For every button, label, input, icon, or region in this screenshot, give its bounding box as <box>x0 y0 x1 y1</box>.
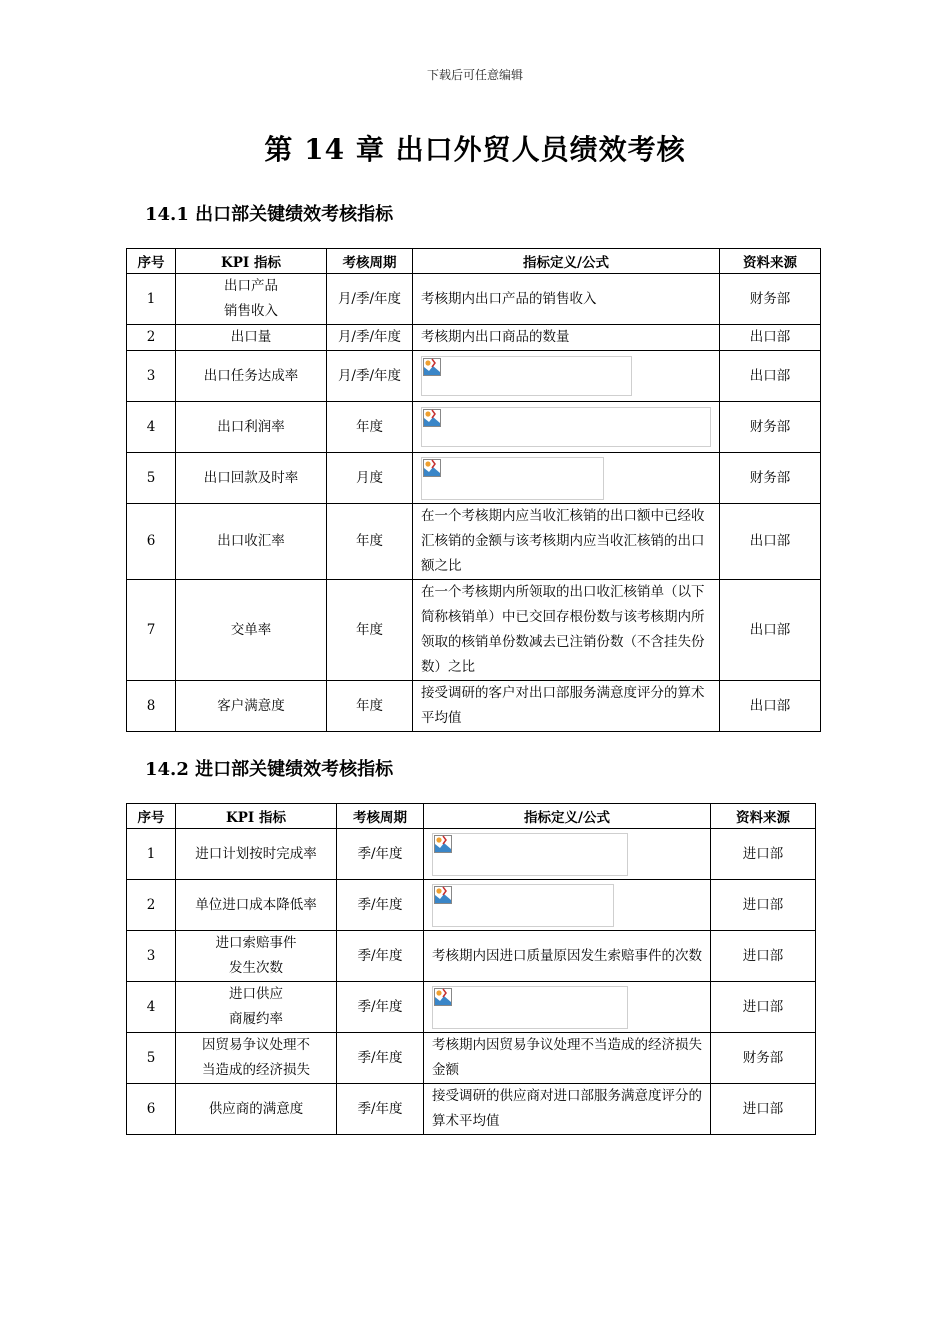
header-definition: 指标定义/公式 <box>424 804 711 829</box>
table-row <box>127 325 821 351</box>
header-kpi: KPI 指标 <box>176 804 337 829</box>
cell-period: 年度 <box>327 402 413 453</box>
broken-image-icon <box>423 409 441 427</box>
cell-no: 5 <box>127 453 176 504</box>
table-row <box>127 931 816 982</box>
cell-kpi <box>176 982 337 1033</box>
broken-image-icon <box>434 988 452 1006</box>
kpi-line: 销售收入 <box>224 303 278 319</box>
cell-kpi <box>176 931 337 982</box>
cell-kpi: 供应商的满意度 <box>176 1084 337 1135</box>
cell-no: 8 <box>127 681 176 732</box>
cell-period: 季/年度 <box>337 829 424 880</box>
cell-definition <box>424 829 711 880</box>
cell-no: 6 <box>127 504 176 580</box>
kpi-line: 发生次数 <box>229 960 283 976</box>
export-kpi-table <box>126 248 821 732</box>
chapter-title: 第 14 章 出口外贸人员绩效考核 <box>264 133 686 166</box>
table-row <box>127 829 816 880</box>
kpi-line: 当造成的经济损失 <box>202 1062 310 1078</box>
header-definition: 指标定义/公式 <box>413 249 720 274</box>
table-row <box>127 982 816 1033</box>
cell-no: 1 <box>127 829 176 880</box>
cell-definition: 在一个考核期内所领取的出口收汇核销单（以下简称核销单）中已交回存根份数与该考核期内所领取的核销单份数减去已注销份数（不含挂失份数）之比 <box>413 580 720 681</box>
kpi-line: 进口索赔事件 <box>215 935 297 951</box>
cell-no: 4 <box>127 982 176 1033</box>
cell-definition: 考核期内因进口质量原因发生索赔事件的次数 <box>424 931 711 982</box>
cell-definition <box>413 453 720 504</box>
cell-period: 月/季/年度 <box>327 351 413 402</box>
cell-no: 7 <box>127 580 176 681</box>
cell-source: 进口部 <box>711 829 816 880</box>
table-row <box>127 1033 816 1084</box>
formula-image <box>421 356 632 396</box>
cell-source: 进口部 <box>711 1084 816 1135</box>
section-title-import: 14.2 进口部关键绩效考核指标 <box>145 759 394 780</box>
cell-period: 年度 <box>327 681 413 732</box>
cell-definition: 接受调研的客户对出口部服务满意度评分的算术平均值 <box>413 681 720 732</box>
cell-no: 3 <box>127 351 176 402</box>
cell-source: 财务部 <box>711 1033 816 1084</box>
cell-definition: 考核期内出口商品的数量 <box>413 325 720 351</box>
cell-period: 季/年度 <box>337 880 424 931</box>
cell-source: 财务部 <box>720 453 821 504</box>
cell-kpi: 出口回款及时率 <box>176 453 327 504</box>
cell-period: 月/季/年度 <box>327 274 413 325</box>
cell-kpi: 出口收汇率 <box>176 504 327 580</box>
cell-kpi <box>176 1033 337 1084</box>
kpi-line: 进口供应 <box>229 986 283 1002</box>
cell-period: 季/年度 <box>337 982 424 1033</box>
cell-no: 2 <box>127 325 176 351</box>
cell-source: 出口部 <box>720 504 821 580</box>
table-header-row <box>127 249 821 274</box>
cell-definition: 在一个考核期内应当收汇核销的出口额中已经收汇核销的金额与该考核期内应当收汇核销的出口额之比 <box>413 504 720 580</box>
header-period: 考核周期 <box>337 804 424 829</box>
formula-image <box>432 833 628 876</box>
cell-definition: 考核期内因贸易争议处理不当造成的经济损失金额 <box>424 1033 711 1084</box>
cell-kpi: 出口量 <box>176 325 327 351</box>
formula-image <box>432 986 628 1029</box>
cell-definition <box>413 402 720 453</box>
broken-image-icon <box>423 459 441 477</box>
table-row <box>127 504 821 580</box>
cell-no: 6 <box>127 1084 176 1135</box>
table-row <box>127 274 821 325</box>
cell-period: 月/季/年度 <box>327 325 413 351</box>
table-row <box>127 351 821 402</box>
cell-no: 5 <box>127 1033 176 1084</box>
cell-definition <box>424 982 711 1033</box>
cell-definition <box>424 880 711 931</box>
cell-kpi: 交单率 <box>176 580 327 681</box>
kpi-line: 出口产品 <box>224 278 278 294</box>
cell-kpi: 出口任务达成率 <box>176 351 327 402</box>
cell-source: 出口部 <box>720 351 821 402</box>
header-source: 资料来源 <box>720 249 821 274</box>
table-row <box>127 1084 816 1135</box>
formula-image <box>421 457 604 500</box>
cell-kpi <box>176 274 327 325</box>
cell-period: 季/年度 <box>337 931 424 982</box>
kpi-line: 商履约率 <box>229 1011 283 1027</box>
cell-no: 3 <box>127 931 176 982</box>
cell-kpi: 客户满意度 <box>176 681 327 732</box>
table-row <box>127 880 816 931</box>
table-row <box>127 580 821 681</box>
header-no: 序号 <box>127 249 176 274</box>
cell-source: 进口部 <box>711 880 816 931</box>
cell-no: 1 <box>127 274 176 325</box>
cell-source: 财务部 <box>720 274 821 325</box>
cell-definition: 考核期内出口产品的销售收入 <box>413 274 720 325</box>
cell-definition <box>413 351 720 402</box>
formula-image <box>421 407 711 447</box>
table-header-row <box>127 804 816 829</box>
cell-source: 出口部 <box>720 580 821 681</box>
header-no: 序号 <box>127 804 176 829</box>
broken-image-icon <box>434 835 452 853</box>
header-period: 考核周期 <box>327 249 413 274</box>
page-header: 下载后可任意编辑 <box>426 68 523 82</box>
broken-image-icon <box>434 886 452 904</box>
table-row <box>127 402 821 453</box>
header-source: 资料来源 <box>711 804 816 829</box>
cell-source: 财务部 <box>720 402 821 453</box>
cell-period: 年度 <box>327 504 413 580</box>
formula-image <box>432 884 614 927</box>
cell-kpi: 出口利润率 <box>176 402 327 453</box>
cell-period: 年度 <box>327 580 413 681</box>
table-row <box>127 453 821 504</box>
cell-period: 季/年度 <box>337 1084 424 1135</box>
kpi-line: 因贸易争议处理不 <box>202 1037 310 1053</box>
cell-definition: 接受调研的供应商对进口部服务满意度评分的算术平均值 <box>424 1084 711 1135</box>
header-kpi: KPI 指标 <box>176 249 327 274</box>
cell-no: 2 <box>127 880 176 931</box>
cell-source: 进口部 <box>711 982 816 1033</box>
import-kpi-table <box>126 803 816 1135</box>
broken-image-icon <box>423 358 441 376</box>
cell-kpi: 单位进口成本降低率 <box>176 880 337 931</box>
cell-period: 月度 <box>327 453 413 504</box>
cell-source: 出口部 <box>720 325 821 351</box>
section-title-export: 14.1 出口部关键绩效考核指标 <box>145 204 394 225</box>
table-row <box>127 681 821 732</box>
cell-no: 4 <box>127 402 176 453</box>
cell-period: 季/年度 <box>337 1033 424 1084</box>
cell-kpi: 进口计划按时完成率 <box>176 829 337 880</box>
cell-source: 进口部 <box>711 931 816 982</box>
cell-source: 出口部 <box>720 681 821 732</box>
